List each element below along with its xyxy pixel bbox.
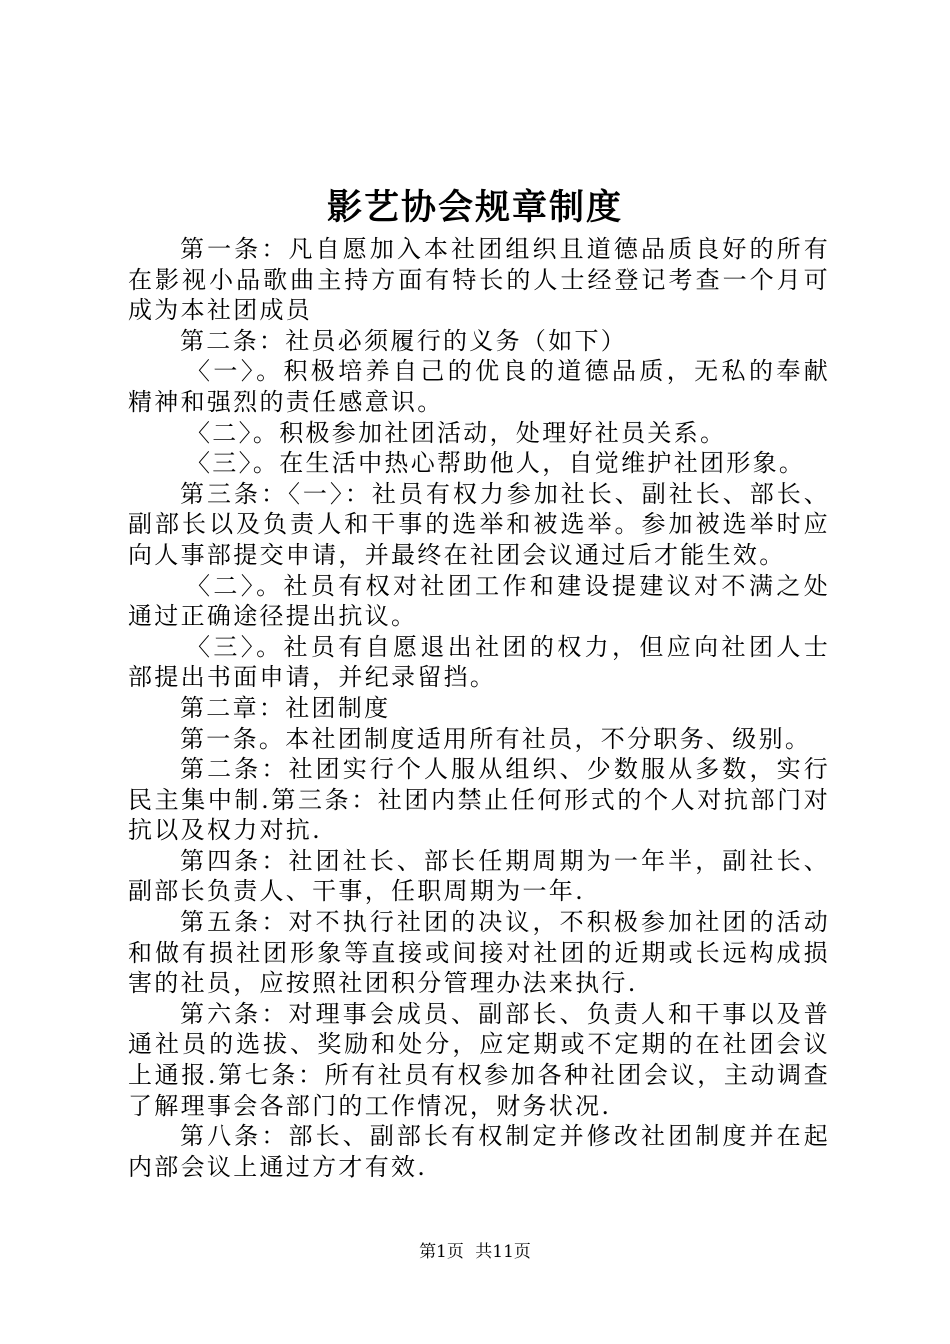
paragraph-article-1: 第一条：凡自愿加入本社团组织且道德品质良好的所有在影视小品歌曲主持方面有特长的人士经登记考查一个月可成为本社团成员 — [128, 235, 830, 325]
paragraph-chapter2-article-2-3: 第二条：社团实行个人服从组织、少数服从多数，实行民主集中制.第三条：社团内禁止任何形式的个人对抗部门对抗以及权力对抗. — [128, 755, 830, 845]
paragraph-duty-3: 〈三〉。在生活中热心帮助他人，自觉维护社团形象。 — [186, 449, 806, 478]
paragraph-chapter2-article-1: 第一条。本社团制度适用所有社员，不分职务、级别。 — [180, 724, 812, 753]
paragraph-duty-1: 〈一〉。积极培养自己的优良的道德品质，无私的奉献精神和强烈的责任感意识。 — [128, 357, 830, 416]
paragraph-article-3: 第三条：〈一〉：社员有权力参加社长、副社长、部长、副部长以及负责人和干事的选举和被选举。参加被选举时应向人事部提交申请，并最终在社团会议通过后才能生效。 — [128, 479, 830, 569]
paragraph-duty-2: 〈二〉。积极参加社团活动，处理好社员关系。 — [186, 418, 727, 447]
page-total: 共11页 — [475, 1242, 531, 1262]
document-title: 影艺协会规章制度 — [326, 187, 623, 228]
document-body — [128, 234, 830, 1182]
paragraph-chapter2-article-6-7: 第六条：对理事会成员、副部长、负责人和干事以及普通社员的选拔、奖励和处分，应定期或不定期的在社团会议上通报.第七条：所有社员有权参加各种社团会议，主动调查了解理事会各部门的工作情况，财务状况. — [128, 999, 830, 1120]
paragraph-right-2: 〈二〉。社员有权对社团工作和建设提建议对不满之处通过正确途径提出抗议。 — [128, 571, 830, 631]
chapter-heading: 第二章：社团制度 — [180, 693, 391, 722]
paragraph-chapter2-article-5: 第五条：对不执行社团的决议，不积极参加社团的活动和做有损社团形象等直接或间接对社团的近期或长远构成损害的社员，应按照社团积分管理办法来执行. — [128, 908, 830, 998]
paragraph-right-3: 〈三〉。社员有自愿退出社团的权力，但应向社团人士部提出书面申请，并纪录留挡。 — [128, 632, 830, 692]
paragraph-chapter2-article-4: 第四条：社团社长、部长任期周期为一年半，副社长、副部长负责人、干事，任职周期为一年. — [128, 846, 830, 906]
paragraph-article-2: 第二条：社员必须履行的义务（如下） — [180, 326, 628, 355]
page-number: 第1页 — [419, 1242, 464, 1262]
paragraph-chapter2-article-8: 第八条：部长、副部长有权制定并修改社团制度并在起内部会议上通过方才有效. — [128, 1122, 830, 1181]
page-footer — [0, 1240, 950, 1264]
